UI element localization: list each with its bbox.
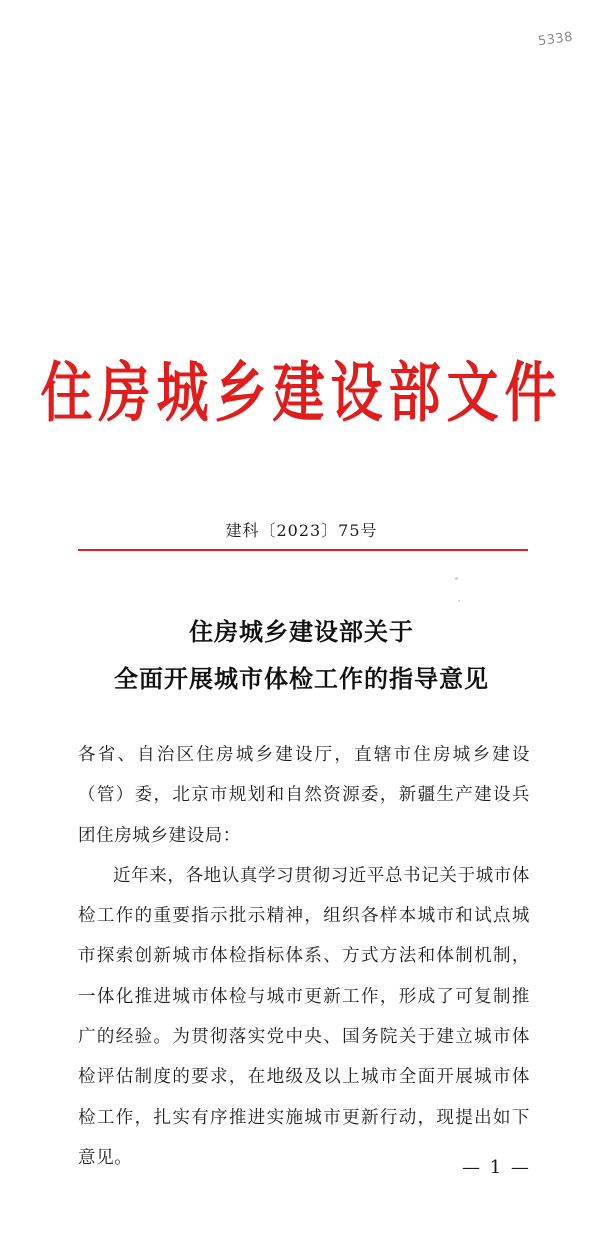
- document-body: [78, 735, 530, 1178]
- document-title-line1: 住房城乡建设部关于: [189, 617, 414, 646]
- addressees-paragraph: 各省、自治区住房城乡建设厅，直辖市住房城乡建设（管）委，北京市规划和自然资源委，新疆生产建设兵团住房城乡建设局：: [78, 745, 530, 846]
- document-number: 建科〔2023〕75号: [225, 521, 378, 540]
- issuer-header: 住房城乡建设部文件: [40, 355, 563, 432]
- scan-speck: [455, 577, 458, 580]
- handwritten-annotation: 5338: [537, 29, 574, 50]
- document-title-line2: 全面开展城市体检工作的指导意见: [114, 664, 489, 693]
- red-divider-line: [78, 549, 528, 551]
- page-number: — 1 —: [462, 1157, 531, 1178]
- scan-speck: [458, 600, 460, 602]
- body-paragraph: 近年来，各地认真学习贯彻习近平总书记关于城市体检工作的重要指示批示精神，组织各样本城市和试点城市探索创新城市体检指标体系、方式方法和体制机制，一体化推进城市体检与城市更新工作，形成了可复制推广的经验。为贯彻落实党中央、国务院关于建立城市体检评估制度的要求，在地级及以上城市全面开展城市体检工作，扎实有序推进实施城市更新行动，现提出如下意见。: [78, 865, 530, 1168]
